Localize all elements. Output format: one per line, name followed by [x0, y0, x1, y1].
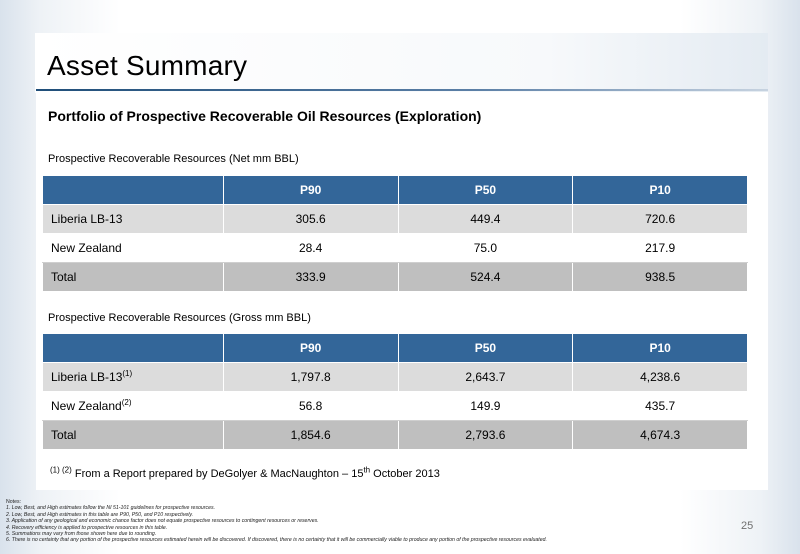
source-note — [50, 465, 440, 480]
date-ordinal: th — [363, 465, 371, 475]
table-header-row — [43, 334, 748, 363]
header-cell-p90: P90 — [223, 334, 398, 363]
row-label-cell — [43, 392, 224, 421]
cell-p10: 938.5 — [573, 263, 748, 292]
cell-p90: 305.6 — [223, 205, 398, 234]
cell-p50: 2,793.6 — [398, 421, 573, 450]
cell-p10: 435.7 — [573, 392, 748, 421]
gross-table-caption: Prospective Recoverable Resources (Gross mm BBL) — [48, 312, 311, 324]
gross-resources-table — [42, 333, 748, 450]
note-item: 6. There is no certainty that any portion of the prospective resources estimated herein will be discovered. If discovered, there is no certainty that it will be commercially viable to produce any portion of the prospective resources evaluated. — [6, 537, 547, 544]
notes-block — [6, 499, 726, 544]
notes-heading: Notes: — [6, 499, 21, 505]
footnote-ref: (1) — [122, 369, 133, 378]
cell-p90: 1,797.8 — [223, 363, 398, 392]
note-item: 2. Low, Best, and High estimates in this table are P90, P50, and P10 respectively. — [6, 511, 194, 518]
note-item: 4. Recovery efficiency is applied to prospective resources in this table. — [6, 524, 168, 531]
cell-p90: 56.8 — [223, 392, 398, 421]
table-row — [43, 205, 748, 234]
cell-p90: 28.4 — [223, 234, 398, 263]
table-total-row — [43, 421, 748, 450]
note-item: 1. Low, Best, and High estimates follow the NI 51-101 guidelines for prospective resources. — [6, 505, 216, 512]
cell-p50: 75.0 — [398, 234, 573, 263]
source-text-end: October 2013 — [373, 468, 440, 480]
row-label: Liberia LB-13 — [43, 205, 224, 234]
net-resources-table — [42, 175, 748, 292]
row-label-cell — [43, 363, 224, 392]
page-number: 25 — [741, 520, 754, 532]
row-label: Total — [43, 263, 224, 292]
table-total-row — [43, 263, 748, 292]
footnote-ref: (2) — [121, 398, 132, 407]
row-label: New Zealand — [43, 234, 224, 263]
cell-p10: 720.6 — [573, 205, 748, 234]
cell-p10: 217.9 — [573, 234, 748, 263]
table-row — [43, 392, 748, 421]
row-label: Total — [43, 421, 224, 450]
note-item: 3. Application of any geological and economic chance factor does not equate prospective resources to contingent resources or reserves. — [6, 518, 319, 525]
header-cell-p10: P10 — [573, 334, 748, 363]
cell-p50: 149.9 — [398, 392, 573, 421]
cell-p50: 449.4 — [398, 205, 573, 234]
table-header-row — [43, 176, 748, 205]
header-cell-p50: P50 — [398, 176, 573, 205]
cell-p90: 333.9 — [223, 263, 398, 292]
row-label: Liberia LB-13 — [51, 370, 123, 384]
source-text: From a Report prepared by DeGolyer & MacNaughton – 15 — [74, 468, 364, 480]
section-subtitle: Portfolio of Prospective Recoverable Oil Resources (Exploration) — [48, 108, 482, 124]
slide-title: Asset Summary — [47, 50, 248, 81]
cell-p10: 4,674.3 — [573, 421, 748, 450]
cell-p50: 524.4 — [398, 263, 573, 292]
header-cell-p90: P90 — [223, 176, 398, 205]
table-row — [43, 363, 748, 392]
header-cell-blank — [43, 334, 224, 363]
note-item: 5. Summations may vary from those shown here due to rounding. — [6, 531, 157, 538]
net-table-caption: Prospective Recoverable Resources (Net mm BBL) — [48, 153, 299, 165]
header-cell-p10: P10 — [573, 176, 748, 205]
cell-p50: 2,643.7 — [398, 363, 573, 392]
row-label: New Zealand — [51, 399, 122, 413]
cell-p90: 1,854.6 — [223, 421, 398, 450]
footnote-refs: (1) (2) — [50, 465, 72, 475]
header-cell-p50: P50 — [398, 334, 573, 363]
cell-p10: 4,238.6 — [573, 363, 748, 392]
table-row — [43, 234, 748, 263]
header-cell-blank — [43, 176, 224, 205]
title-divider — [36, 89, 768, 91]
